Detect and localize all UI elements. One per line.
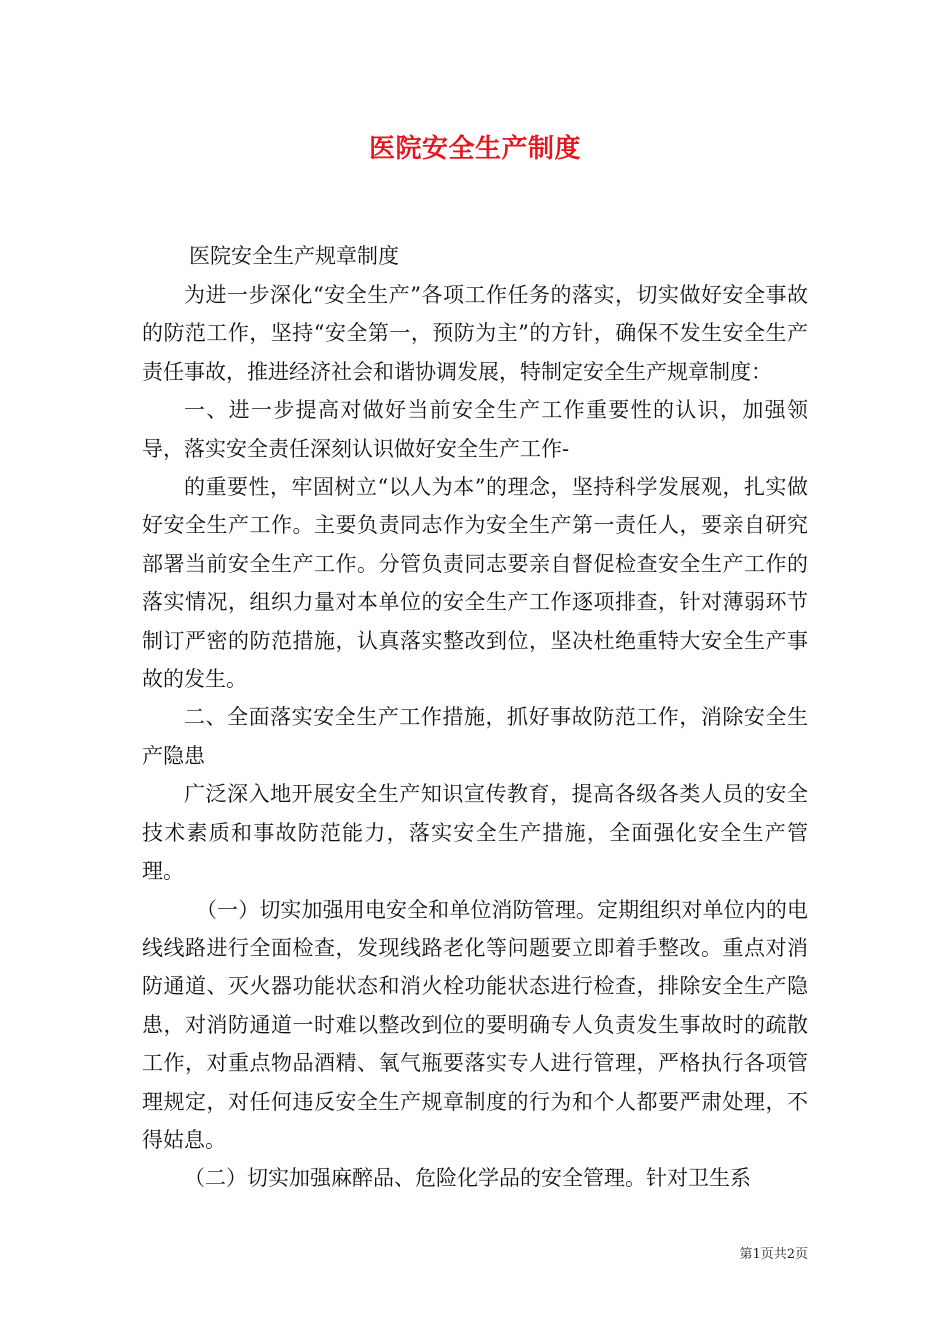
document-title: 医院安全生产制度 [368, 134, 581, 164]
paragraph-section-1-heading: 一、进一步提高对做好当前安全生产工作重要性的认识，加强领导，落实安全责任深刻认识做好安全生产工作- [142, 398, 808, 461]
paragraph-subsection-2: （二）切实加强麻醉品、危险化学品的安全管理。针对卫生系 [184, 1166, 751, 1191]
paragraph-section-2-body: 广泛深入地开展安全生产知识宣传教育，提高各级各类人员的安全技术素质和事故防范能力，落实安全生产措施，全面强化安全生产管理。 [142, 782, 808, 884]
paragraph-intro: 为进一步深化“安全生产”各项工作任务的落实，切实做好安全事故的防范工作，坚持“安全第一，预防为主”的方针，确保不发生安全生产责任事故，推进经济社会和谐协调发展，特制定安全生产规章制度： [142, 283, 808, 384]
paragraph-section-1-body: 的重要性，牢固树立“以人为本”的理念，坚持科学发展观，扎实做好安全生产工作。主要负责同志作为安全生产第一责任人，要亲自研究部署当前安全生产工作。分管负责同志要亲自督促检查安全生产工作的落实情况，组织力量对本单位的安全生产工作逐项排查，针对薄弱环节制订严密的防范措施，认真落实整改到位，坚决杜绝重特大安全生产事故的发生。 [142, 475, 808, 692]
document-subtitle: 医院安全生产规章制度 [189, 244, 399, 268]
page-number: 第1页共2页 [739, 1247, 808, 1262]
paragraph-section-2-heading: 二、全面落实安全生产工作措施，抓好事故防范工作，消除安全生产隐患 [142, 705, 808, 768]
paragraph-subsection-1: （一）切实加强用电安全和单位消防管理。定期组织对单位内的电线线路进行全面检查，发现线路老化等问题要立即着手整改。重点对消防通道、灭火器功能状态和消火栓功能状态进行检查，排除安全生产隐患，对消防通道一时难以整改到位的要明确专人负责发生事故时的疏散工作，对重点物品酒精、氧气瓶要落实专人进行管理，严格执行各项管理规定，对任何违反安全生产规章制度的行为和个人都要严肃处理，不得姑息。 [142, 897, 808, 1152]
document-body [142, 238, 808, 1198]
